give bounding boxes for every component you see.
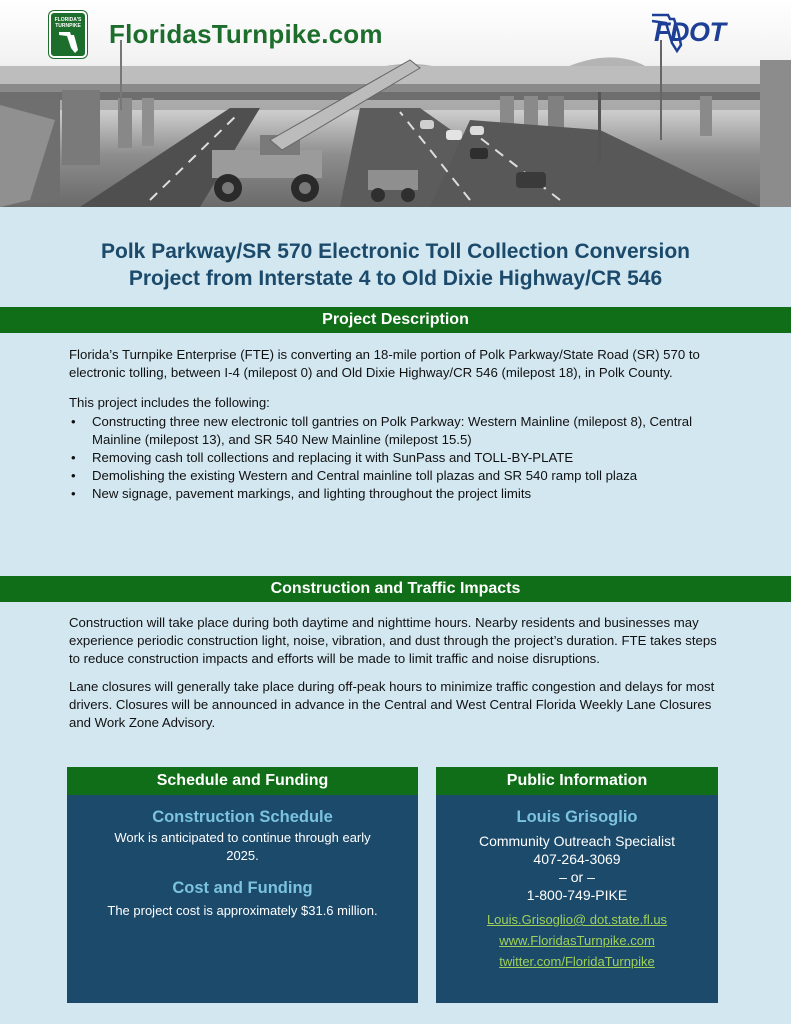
schedule-funding-heading: Schedule and Funding [67, 767, 418, 795]
schedule-funding-box [67, 767, 418, 1003]
cost-text: The project cost is approximately $31.6 million. [107, 903, 378, 918]
project-includes-label: This project includes the following: [69, 395, 270, 411]
project-description-body [69, 346, 729, 504]
list-item: • Constructing three new electronic toll gantries on Polk Parkway: Western Mainline (milepost 8), Central Mainline (milepost 13), and SR 540 New Mainline (milepost 15.5) [69, 413, 729, 449]
schedule-title: Construction Schedule [152, 808, 333, 826]
title-line-2: Project from Interstate 4 to Old Dixie Highway/CR 546 [128, 267, 663, 290]
list-item: • New signage, pavement markings, and lighting throughout the project limits [69, 485, 729, 503]
title-line-1: Polk Parkway/SR 570 Electronic Toll Collection Conversion [101, 240, 690, 263]
twitter-link[interactable]: twitter.com/FloridaTurnpike [499, 954, 655, 969]
public-information-content [436, 795, 718, 969]
contact-phone: 407-264-3069 [533, 851, 621, 867]
contact-name: Louis Grisoglio [516, 808, 638, 826]
list-item: • Removing cash toll collections and replacing it with SunPass and TOLL-BY-PLATE [69, 449, 729, 467]
fdot-logo-text: FDOT [654, 17, 726, 47]
page-title [0, 238, 791, 292]
project-items-list [69, 413, 729, 504]
project-intro: Florida’s Turnpike Enterprise (FTE) is converting an 18-mile portion of Polk Parkway/State Road (SR) 570 to electronic tolling, between I-4 (milepost 0) and Old Dixie Highway/CR 546 (milepost 18), in Polk County. [69, 347, 700, 381]
turnpike-badge-text: FLORIDA'S TURNPIKE [54, 17, 82, 29]
construction-body [69, 614, 729, 744]
florida-state-icon [58, 30, 80, 54]
contact-or: – or – [559, 869, 595, 885]
header-photo-band [0, 0, 791, 207]
site-name[interactable]: FloridasTurnpike.com [109, 19, 383, 49]
schedule-funding-content [67, 795, 418, 920]
section-header-project-description: Project Description [0, 307, 791, 333]
cost-title: Cost and Funding [172, 879, 313, 897]
construction-paragraph-2: Lane closures will generally take place during off-peak hours to minimize traffic congestion and delays for most drivers. Closures will be announced in advance in the Central and West Central Florida Weekly Lane Closures and Work Zone Advisory. [69, 678, 715, 731]
contact-phone-2: 1-800-749-PIKE [526, 887, 628, 903]
turnpike-brand [49, 11, 383, 58]
contact-role: Community Outreach Specialist [478, 833, 676, 849]
public-information-heading: Public Information [436, 767, 718, 795]
list-item: • Demolishing the existing Western and Central mainline toll plazas and SR 540 ramp toll plaza [69, 467, 729, 485]
website-link[interactable]: www.FloridasTurnpike.com [499, 933, 655, 948]
florida-outline-icon [648, 11, 684, 55]
construction-paragraph-1: Construction will take place during both daytime and nighttime hours. Nearby residents and businesses may experience periodic construction light, noise, vibration, and dust through the project’s duration. FTE takes steps to reduce construction impacts and efforts will be made to limit traffic and noise disruptions. [69, 615, 717, 667]
schedule-text: Work is anticipated to continue through early 2025. [114, 830, 371, 863]
florida-turnpike-logo [49, 11, 87, 58]
public-information-box [436, 767, 718, 1003]
section-header-construction: Construction and Traffic Impacts [0, 576, 791, 602]
contact-email-link[interactable]: Louis.Grisoglio@ dot.state.fl.us [486, 912, 668, 927]
fdot-logo [654, 17, 726, 48]
